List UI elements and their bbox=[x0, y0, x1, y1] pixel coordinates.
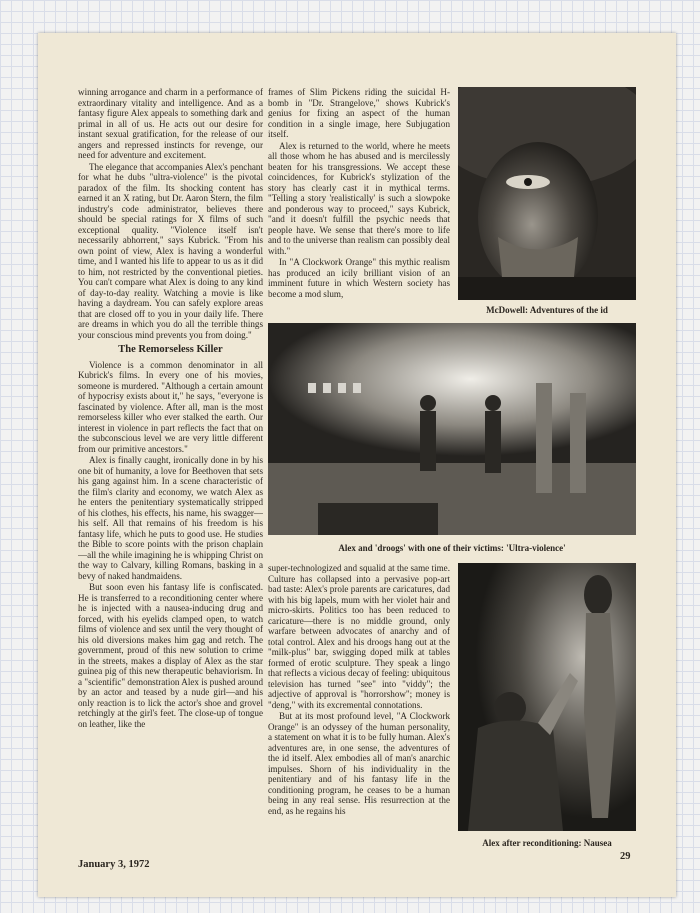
article-column-1 bbox=[78, 87, 263, 869]
photo-mcdowell-image bbox=[458, 87, 636, 300]
subheading: The Remorseless Killer bbox=[118, 344, 223, 355]
paragraph: frames of Slim Pickens riding the suicidal H-bomb in "Dr. Strangelove," shows Kubrick's genius for fixing an aspect of the human condition in a single image, here Subjugation itself. bbox=[268, 87, 450, 139]
issue-date: January 3, 1972 bbox=[78, 859, 150, 870]
paragraph: super-technologized and squalid at the same time. Culture has collapsed into a pervasive pop-art bad taste: Alex's prole parents are caricatures, dad with his big lapels, mum with her violet hair and micro-skirts. Politics too has been reduced to caricature—there is no middle ground, only warfare between advocates of anarchy and of total control. Alex and his droogs hang out at the "milk-plus" bar, swigging doped milk at tables formed of erotic sculpture. They speak a lingo that reflects a vicious decay of feeling: ubiquitous television has turned "see" into "viddy"; the adjective of approval is "horrorshow"; money is "deng," with its excremental connotations. bbox=[268, 563, 450, 710]
paragraph: Alex is finally caught, ironically done in by his one bit of humanity, a love for Beethoven that sets his gang against him. In a scene characteristic of the film's clarity and economy, we watch Alex as he enters the penitentiary systematically stripped of his clothes, his effects, his name, his swagger—his self. All that remains of his freedom is his fantasy life, which he puts to good use. He studies the Bible to score points with the prison chaplain—all the while imagining he is whipping Christ on the way to Calvary, killing Romans, basking in a bevy of naked handmaidens. bbox=[78, 455, 263, 581]
photo-mcdowell bbox=[458, 87, 636, 300]
paragraph: But soon even his fantasy life is confiscated. He is transferred to a reconditioning center where he is injected with a nausea-inducing drug and forced, with his eyelids clamped open, to watch films of violence and sex until the very thought of his old diversions makes him gag and retch. The government, proud of this new solution to crime in the streets, makes a display of Alex as the star guinea pig of this new therapeutic behaviorism. In a "scientific" demonstration Alex is pushed around by an actor and teased by a nude girl—and his only reaction is to lick the actor's shoe and grovel retchingly at the girl's feet. The close-up of tongue on leather, like the bbox=[78, 582, 263, 729]
photo-droogs-image bbox=[268, 323, 636, 535]
article-column-2-top bbox=[268, 87, 450, 317]
paragraph: In "A Clockwork Orange" this mythic realism has produced an icily brilliant vision of an imminent future in which Western society has become a mod slum, bbox=[268, 257, 450, 299]
article-column-2-bottom bbox=[268, 563, 450, 853]
photo-droogs bbox=[268, 323, 636, 535]
magazine-page bbox=[38, 33, 676, 897]
photo-reconditioning bbox=[458, 563, 636, 831]
paragraph: Alex is returned to the world, where he meets all those whom he has abused and is mercilessly beaten for his transgressions. We accept these coincidences, for Kubrick's stylization of the story has clearly cast it in mythical terms. "Telling a story 'realistically' is such a slowpoke and ponderous way to proceed," says Kubrick, "and it doesn't fulfill the psychic needs that people have. We sense that there's more to life and to the universe than realism can possibly deal with." bbox=[268, 140, 450, 256]
paragraph: Violence is a common denominator in all Kubrick's films. In every one of his movies, someone is murdered. "Although a certain amount of hypocrisy exists about it," he says, "everyone is fascinated by violence. After all, man is the most remorseless killer who ever stalked the earth. Our interest in violence in part reflects the fact that on the subconscious level we are very little different from our primitive ancestors." bbox=[78, 359, 263, 454]
caption-photo-1: McDowell: Adventures of the id bbox=[486, 305, 608, 315]
page-number: 29 bbox=[620, 851, 631, 862]
caption-photo-3: Alex after reconditioning: Nausea bbox=[482, 838, 612, 848]
paragraph: The elegance that accompanies Alex's penchant for what he dubs "ultra-violence" is the pivotal paradox of the film. Its shocking content has earned it an X rating, but Dr. Aaron Stern, the film industry's code administrator, believes there should be special ratings for X films of such exceptional quality. "Violence itself isn't necessarily abhorrent," says Kubrick. "From his own point of view, Alex is having a wonderful time, and I wanted his life to appear to us as it did to him, not restricted by the conventional pieties. You can't compare what Alex is doing to any kind of day-to-day reality. Watching a movie is like having a daydream. You can safely explore areas that are closed off to you in your daily life. There are dreams in which you do all the terrible things your conscious mind prevents you from doing." bbox=[78, 161, 263, 340]
paragraph: winning arrogance and charm in a performance of extraordinary vitality and intelligence. And as a fantasy figure Alex appeals to something dark and primal in all of us. He acts out our desire for instant sexual gratification, for the release of our angers and repressed instincts for revenge, our need for adventure and excitement. bbox=[78, 87, 263, 160]
paragraph: But at its most profound level, "A Clockwork Orange" is an odyssey of the human personality, a statement on what it is to be fully human. Alex's adventures are, in one sense, the adventures of the id itself. Alex embodies all of man's anarchic impulses. Shorn of his individuality in the penitentiary and of his fantasy life in the conditioning program, he ceases to be a human being in any real sense. His resurrection at the end, as he regains his bbox=[268, 711, 450, 816]
caption-photo-2: Alex and 'droogs' with one of their victims: 'Ultra-violence' bbox=[338, 543, 566, 553]
photo-reconditioning-image bbox=[458, 563, 636, 831]
